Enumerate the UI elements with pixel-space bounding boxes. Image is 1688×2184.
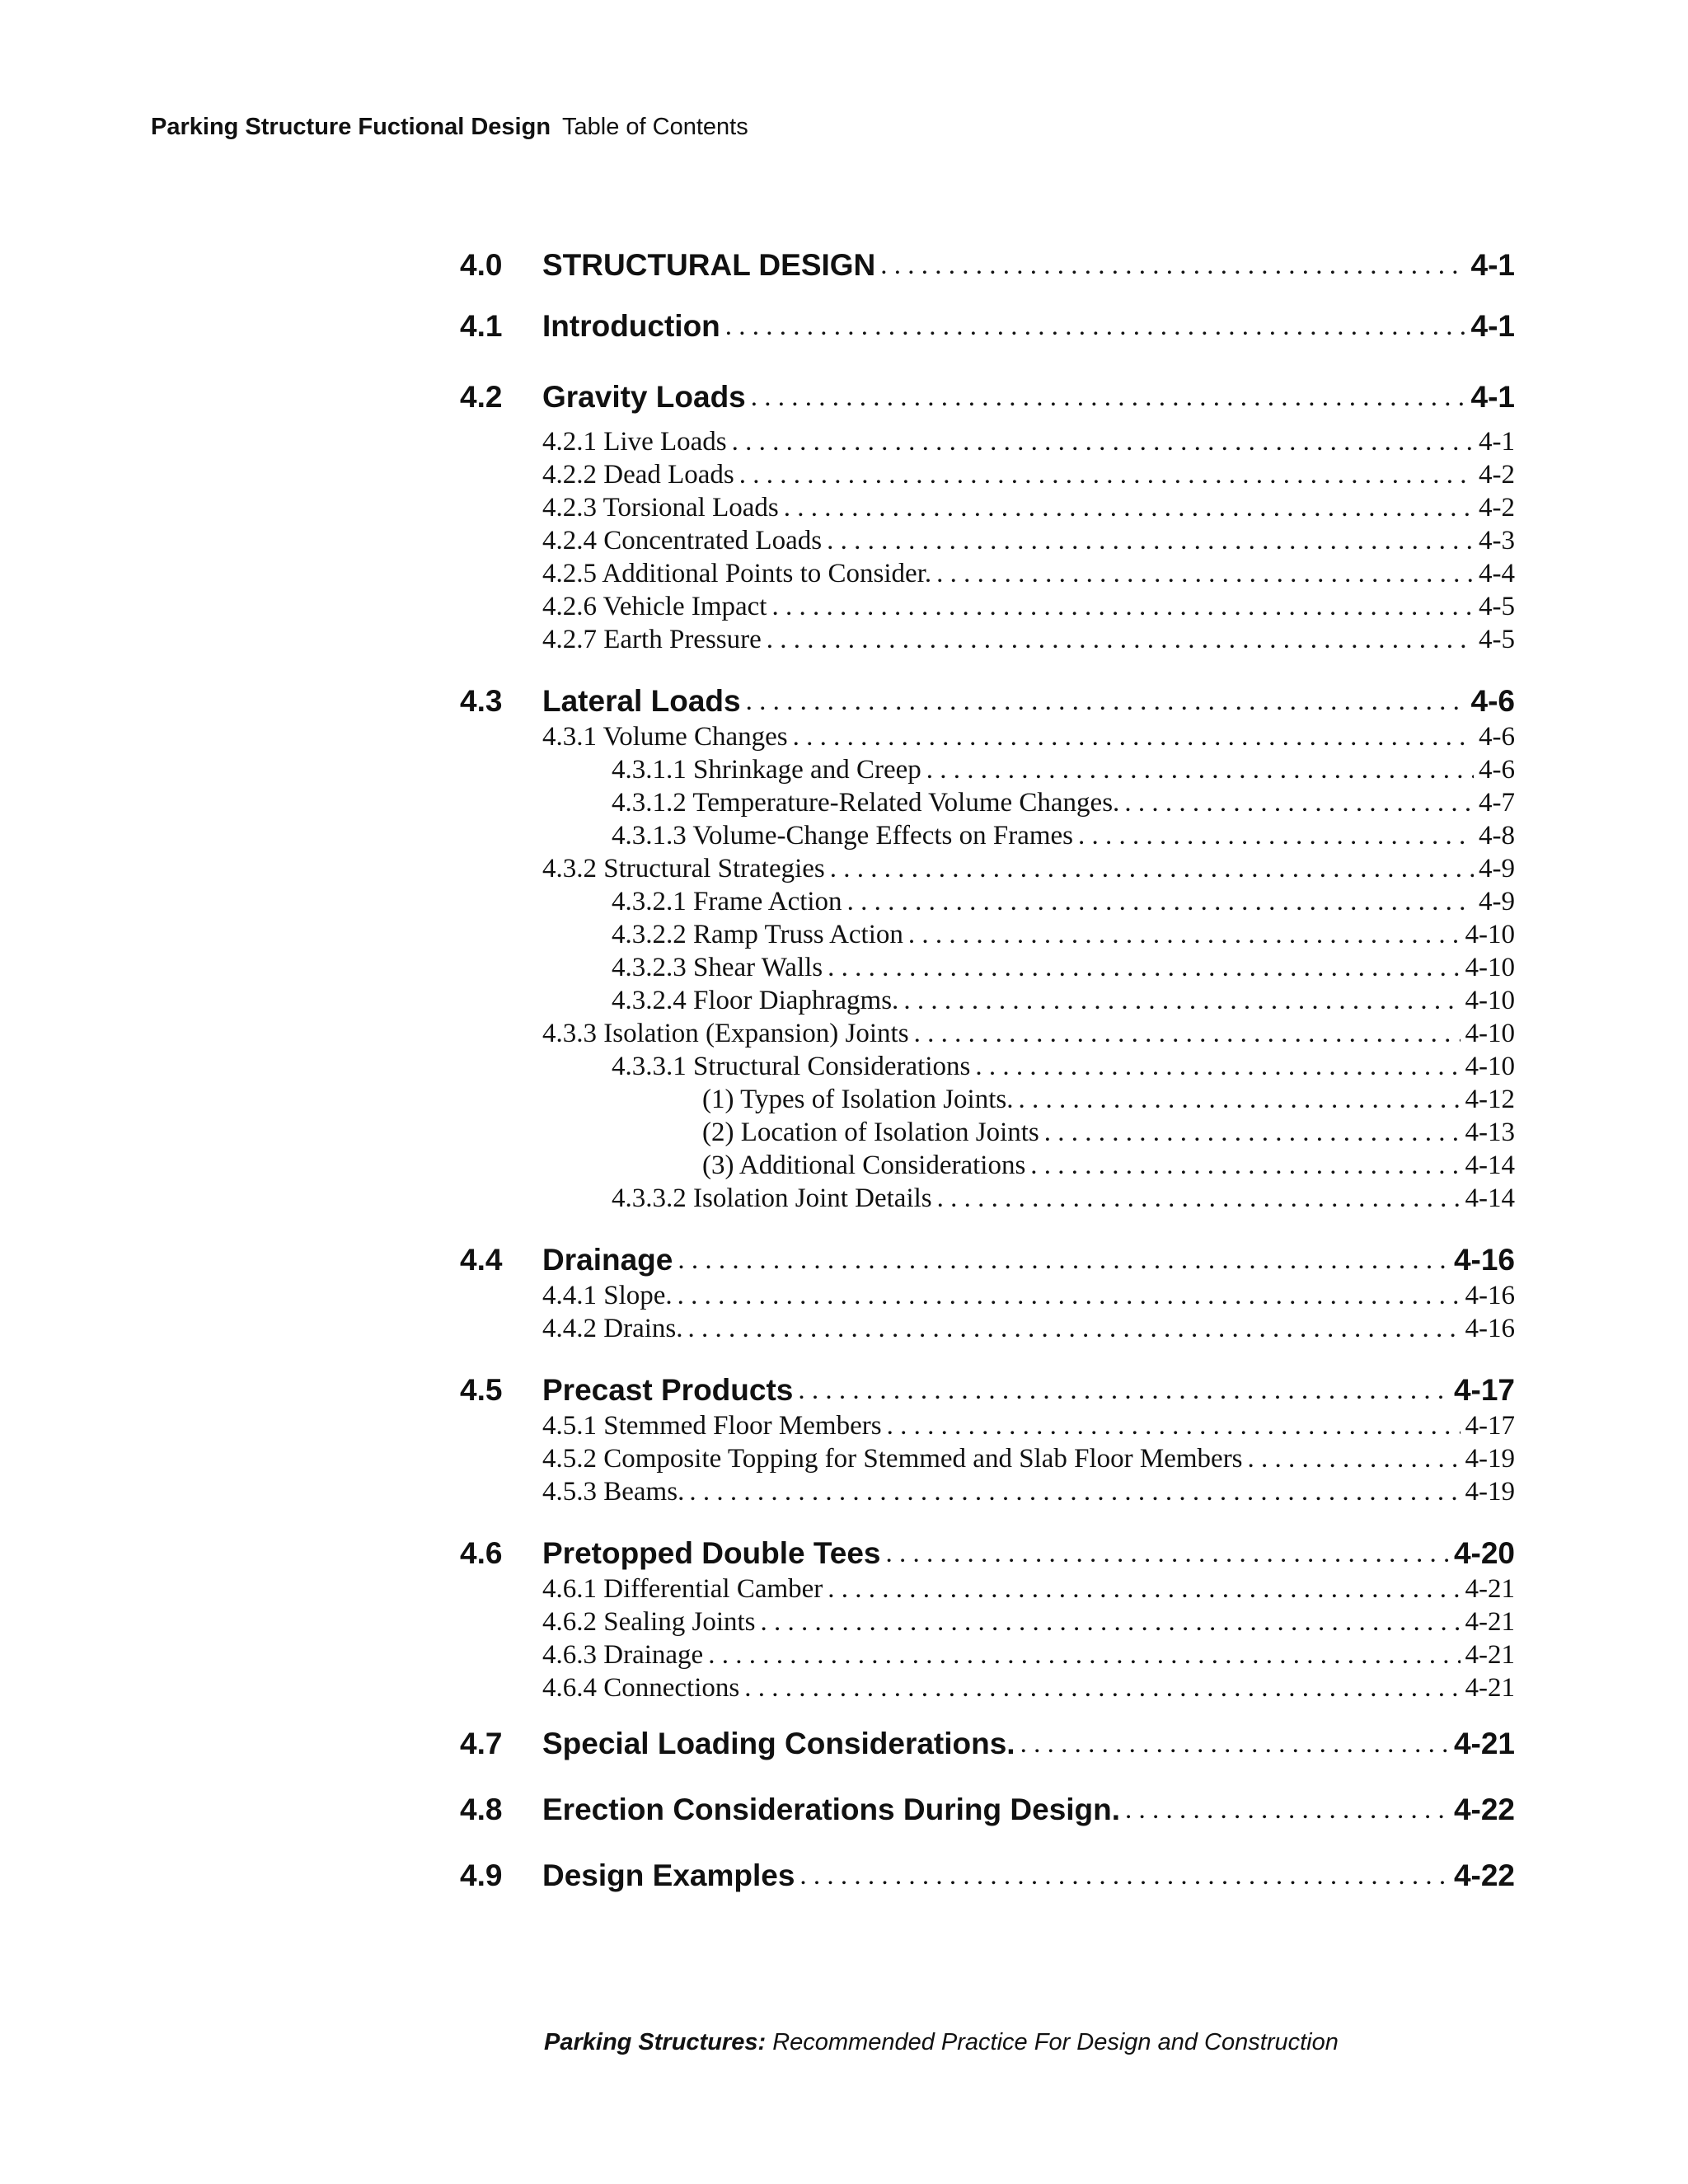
toc-page: 4-21 bbox=[1465, 1672, 1515, 1703]
toc-entry-4-5[interactable] bbox=[460, 1371, 1515, 1409]
toc-entry-4-5-3[interactable] bbox=[460, 1475, 1515, 1508]
toc-page: 4-3 bbox=[1479, 525, 1515, 555]
footer-subtitle: Recommended Practice For Design and Construction bbox=[772, 2029, 1339, 2055]
toc-page: 4-22 bbox=[1453, 1793, 1515, 1826]
toc-entry-4-3-3-1-b[interactable] bbox=[460, 1116, 1515, 1149]
dot-leader bbox=[751, 382, 1466, 413]
dot-leader bbox=[761, 1607, 1461, 1638]
toc-page: 4-1 bbox=[1470, 248, 1515, 282]
toc-entry-4-2-1[interactable] bbox=[460, 425, 1515, 458]
toc-title: (2) Location of Isolation Joints bbox=[702, 1117, 1039, 1147]
dot-leader bbox=[687, 1314, 1460, 1344]
dot-leader bbox=[880, 251, 1465, 281]
toc-number: 4.2 bbox=[460, 380, 503, 414]
toc-number: 4.7 bbox=[460, 1727, 503, 1760]
toc-entry-4-2-5[interactable] bbox=[460, 557, 1515, 590]
dot-leader bbox=[1044, 1118, 1461, 1148]
toc-title: Pretopped Double Tees bbox=[542, 1536, 881, 1570]
toc-title: 4.3.1.1 Shrinkage and Creep bbox=[612, 754, 921, 785]
running-footer bbox=[544, 2029, 1339, 2056]
toc-title: Special Loading Considerations. bbox=[542, 1727, 1015, 1760]
toc-title: 4.5.2 Composite Topping for Stemmed and Slab Floor Members bbox=[542, 1443, 1243, 1474]
toc-title: (1) Types of Isolation Joints. bbox=[702, 1084, 1014, 1114]
toc-title: 4.6.3 Drainage bbox=[542, 1639, 704, 1670]
toc-title: 4.3.3 Isolation (Expansion) Joints bbox=[542, 1018, 909, 1048]
toc-page: 4-1 bbox=[1470, 380, 1515, 414]
toc-page: 4-7 bbox=[1479, 787, 1515, 818]
toc-entry-4-3-2[interactable] bbox=[460, 852, 1515, 885]
toc-entry-4-6-4[interactable] bbox=[460, 1671, 1515, 1704]
toc-entry-4-3-2-2[interactable] bbox=[460, 918, 1515, 951]
toc-page: 4-21 bbox=[1453, 1727, 1515, 1760]
toc-title: 4.3.2.4 Floor Diaphragms. bbox=[612, 985, 899, 1015]
toc-page: 4-2 bbox=[1479, 492, 1515, 523]
toc-page: 4-16 bbox=[1465, 1280, 1515, 1310]
toc-title: 4.3.3.1 Structural Considerations bbox=[612, 1051, 971, 1081]
toc-entry-4-9[interactable] bbox=[460, 1843, 1515, 1909]
dot-leader bbox=[767, 625, 1474, 655]
dot-leader bbox=[746, 687, 1466, 717]
toc-page: 4-6 bbox=[1479, 721, 1515, 752]
toc-page: 4-6 bbox=[1479, 754, 1515, 785]
dot-leader bbox=[827, 526, 1474, 556]
toc-entry-4-2-7[interactable] bbox=[460, 623, 1515, 656]
dot-leader bbox=[903, 986, 1460, 1016]
toc-entry-4-2[interactable] bbox=[460, 369, 1515, 425]
dot-leader bbox=[798, 1376, 1449, 1406]
toc-title: STRUCTURAL DESIGN bbox=[542, 248, 876, 282]
toc-entry-4-6-2[interactable] bbox=[460, 1605, 1515, 1638]
toc-entry-4-8[interactable] bbox=[460, 1777, 1515, 1843]
toc-page: 4-16 bbox=[1465, 1313, 1515, 1343]
toc-entry-4-3-3[interactable] bbox=[460, 1017, 1515, 1050]
toc-page: 4-10 bbox=[1465, 1018, 1515, 1048]
toc-title: 4.3.2.3 Shear Walls bbox=[612, 952, 823, 982]
header-document-title: Parking Structure Fuctional Design bbox=[151, 114, 551, 140]
toc-title: 4.6.2 Sealing Joints bbox=[542, 1606, 756, 1637]
toc-page: 4-22 bbox=[1453, 1858, 1515, 1892]
toc-entry-4-3-2-4[interactable] bbox=[460, 984, 1515, 1017]
toc-page: 4-17 bbox=[1453, 1373, 1515, 1407]
dot-leader bbox=[732, 427, 1474, 457]
dot-leader bbox=[689, 1477, 1460, 1507]
toc-entry-4-3-3-1-a[interactable] bbox=[460, 1083, 1515, 1116]
dot-leader bbox=[975, 1052, 1460, 1082]
toc-page: 4-10 bbox=[1465, 985, 1515, 1015]
toc-entry-4-4[interactable] bbox=[460, 1241, 1515, 1279]
toc-page: 4-21 bbox=[1465, 1639, 1515, 1670]
dot-leader bbox=[828, 1574, 1460, 1605]
toc-title: 4.3.1.3 Volume-Change Effects on Frames bbox=[612, 820, 1074, 851]
toc-title: (3) Additional Considerations bbox=[702, 1150, 1026, 1180]
running-header bbox=[151, 110, 748, 143]
toc-title: 4.3.2.1 Frame Action bbox=[612, 886, 842, 916]
toc-page: 4-9 bbox=[1479, 853, 1515, 883]
dot-leader bbox=[1018, 1085, 1460, 1115]
dot-leader bbox=[744, 1673, 1460, 1704]
toc-title: 4.2.7 Earth Pressure bbox=[542, 624, 762, 654]
toc-page: 4-19 bbox=[1465, 1443, 1515, 1474]
toc-title: 4.2.1 Live Loads bbox=[542, 426, 727, 457]
toc-title: 4.2.5 Additional Points to Consider. bbox=[542, 558, 932, 588]
toc-entry-4-5-2[interactable] bbox=[460, 1442, 1515, 1475]
toc-entry-4-3-3-1[interactable] bbox=[460, 1050, 1515, 1083]
toc-page: 4-13 bbox=[1465, 1117, 1515, 1147]
dot-leader bbox=[784, 493, 1474, 523]
toc-page: 4-1 bbox=[1479, 426, 1515, 457]
dot-leader bbox=[1248, 1444, 1461, 1474]
toc-page: 4-5 bbox=[1479, 591, 1515, 621]
dot-leader bbox=[1020, 1729, 1449, 1760]
toc-title: 4.3.1.2 Temperature-Related Volume Changes. bbox=[612, 787, 1120, 818]
toc-title: 4.2.4 Concentrated Loads bbox=[542, 525, 823, 555]
dot-leader bbox=[678, 1281, 1461, 1311]
toc-title: 4.6.4 Connections bbox=[542, 1672, 740, 1703]
dot-leader bbox=[708, 1640, 1460, 1671]
toc-title: Introduction bbox=[542, 309, 720, 343]
dot-leader bbox=[936, 559, 1474, 589]
toc-entry-4-2-4[interactable] bbox=[460, 524, 1515, 557]
toc-entry-4-3-3-2[interactable] bbox=[460, 1182, 1515, 1215]
toc-page: 4-21 bbox=[1465, 1606, 1515, 1637]
toc-entry-4-3-1-2[interactable] bbox=[460, 786, 1515, 819]
toc-page: 4-6 bbox=[1470, 684, 1515, 718]
toc-entry-4-6-1[interactable] bbox=[460, 1572, 1515, 1605]
toc-page: 4-9 bbox=[1479, 886, 1515, 916]
dot-leader bbox=[793, 722, 1474, 752]
toc-page: 4-4 bbox=[1479, 558, 1515, 588]
toc-title: 4.4.1 Slope. bbox=[542, 1280, 673, 1310]
toc-title: Gravity Loads bbox=[542, 380, 746, 414]
dot-leader bbox=[937, 1183, 1461, 1214]
toc-title: 4.3.1 Volume Changes bbox=[542, 721, 788, 752]
toc-title: Design Examples bbox=[542, 1858, 795, 1892]
toc-number: 4.1 bbox=[460, 309, 503, 343]
dot-leader bbox=[799, 1861, 1449, 1891]
toc-number: 4.0 bbox=[460, 248, 503, 282]
toc-entry-4-4-2[interactable] bbox=[460, 1312, 1515, 1345]
dot-leader bbox=[678, 1245, 1449, 1276]
toc-page: 4-21 bbox=[1465, 1573, 1515, 1604]
toc-entry-4-0[interactable] bbox=[460, 237, 1515, 293]
toc-entry-4-7[interactable] bbox=[460, 1711, 1515, 1777]
toc-page: 4-10 bbox=[1465, 919, 1515, 949]
toc-title: 4.2.6 Vehicle Impact bbox=[542, 591, 767, 621]
toc-number: 4.6 bbox=[460, 1536, 503, 1570]
dot-leader bbox=[725, 312, 1466, 342]
toc-title: 4.2.2 Dead Loads bbox=[542, 459, 734, 490]
toc-page: 4-19 bbox=[1465, 1476, 1515, 1507]
dot-leader bbox=[830, 854, 1474, 884]
footer-book-title: Parking Structures: bbox=[544, 2029, 767, 2055]
toc-number: 4.5 bbox=[460, 1373, 503, 1407]
toc-entry-4-3-2-3[interactable] bbox=[460, 951, 1515, 984]
dot-leader bbox=[771, 592, 1474, 622]
toc-entry-4-5-1[interactable] bbox=[460, 1409, 1515, 1442]
dot-leader bbox=[886, 1539, 1449, 1569]
toc-entry-4-3-1-1[interactable] bbox=[460, 753, 1515, 786]
toc-entry-4-2-6[interactable] bbox=[460, 590, 1515, 623]
toc-number: 4.9 bbox=[460, 1858, 503, 1892]
dot-leader bbox=[739, 460, 1474, 490]
toc-title: 4.6.1 Differential Camber bbox=[542, 1573, 823, 1604]
toc-page: 4-10 bbox=[1465, 1051, 1515, 1081]
toc-page: 4-5 bbox=[1479, 624, 1515, 654]
toc-entry-4-2-3[interactable] bbox=[460, 491, 1515, 524]
dot-leader bbox=[847, 887, 1474, 917]
toc-entry-4-1[interactable] bbox=[460, 293, 1515, 359]
toc-entry-4-6-3[interactable] bbox=[460, 1638, 1515, 1671]
toc-entry-4-3-1-3[interactable] bbox=[460, 819, 1515, 852]
toc-title: Lateral Loads bbox=[542, 684, 741, 718]
dot-leader bbox=[908, 920, 1461, 950]
toc-number: 4.8 bbox=[460, 1793, 503, 1826]
toc-page: 4-16 bbox=[1453, 1243, 1515, 1277]
toc-title: 4.4.2 Drains. bbox=[542, 1313, 683, 1343]
toc-title: 4.3.3.2 Isolation Joint Details bbox=[612, 1183, 932, 1213]
header-section-title: Table of Contents bbox=[562, 114, 748, 140]
toc-page: 4-8 bbox=[1479, 820, 1515, 851]
toc-page: 4-17 bbox=[1465, 1410, 1515, 1441]
toc-page: 4-10 bbox=[1465, 952, 1515, 982]
table-of-contents bbox=[460, 237, 1515, 1909]
dot-leader bbox=[828, 953, 1460, 983]
toc-title: 4.3.2 Structural Strategies bbox=[542, 853, 825, 883]
toc-number: 4.3 bbox=[460, 684, 503, 718]
dot-leader bbox=[1124, 788, 1474, 818]
toc-page: 4-14 bbox=[1465, 1150, 1515, 1180]
toc-entry-4-3-1[interactable] bbox=[460, 720, 1515, 753]
toc-entry-4-3-2-1[interactable] bbox=[460, 885, 1515, 918]
toc-title: Precast Products bbox=[542, 1373, 794, 1407]
toc-title: Erection Considerations During Design. bbox=[542, 1793, 1121, 1826]
toc-entry-4-3[interactable] bbox=[460, 682, 1515, 720]
dot-leader bbox=[926, 755, 1474, 785]
toc-page: 4-2 bbox=[1479, 459, 1515, 490]
toc-page: 4-12 bbox=[1465, 1084, 1515, 1114]
dot-leader bbox=[1030, 1151, 1460, 1181]
toc-entry-4-3-3-1-c[interactable] bbox=[460, 1149, 1515, 1182]
dot-leader bbox=[914, 1019, 1461, 1049]
dot-leader bbox=[1078, 821, 1474, 851]
dot-leader bbox=[887, 1411, 1461, 1441]
toc-title: 4.3.2.2 Ramp Truss Action bbox=[612, 919, 903, 949]
toc-page: 4-14 bbox=[1465, 1183, 1515, 1213]
toc-title: 4.2.3 Torsional Loads bbox=[542, 492, 779, 523]
dot-leader bbox=[1125, 1795, 1449, 1825]
toc-number: 4.4 bbox=[460, 1243, 503, 1277]
toc-entry-4-4-1[interactable] bbox=[460, 1279, 1515, 1312]
toc-title: Drainage bbox=[542, 1243, 673, 1277]
toc-entry-4-6[interactable] bbox=[460, 1535, 1515, 1572]
toc-page: 4-20 bbox=[1453, 1536, 1515, 1570]
toc-entry-4-2-2[interactable] bbox=[460, 458, 1515, 491]
toc-page: 4-1 bbox=[1470, 309, 1515, 343]
toc-title: 4.5.3 Beams. bbox=[542, 1476, 685, 1507]
toc-title: 4.5.1 Stemmed Floor Members bbox=[542, 1410, 882, 1441]
